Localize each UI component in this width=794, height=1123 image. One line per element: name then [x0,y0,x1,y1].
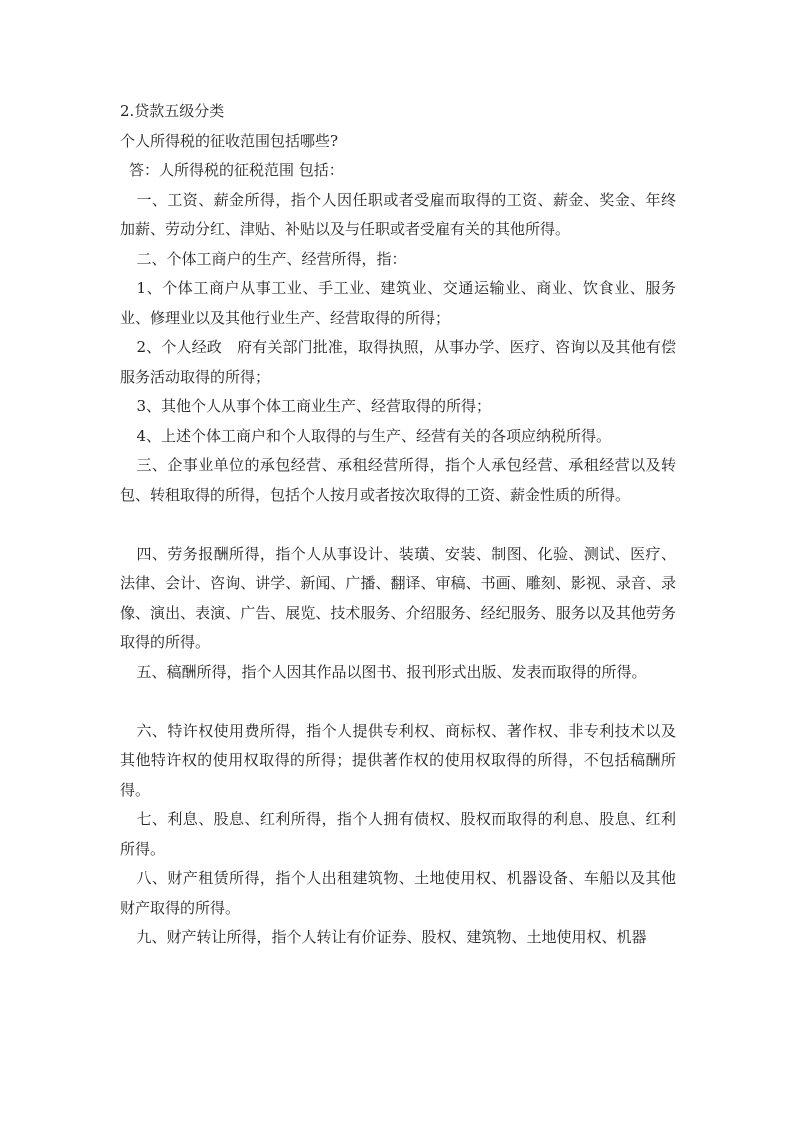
item-property-transfer: 九、财产转让所得，指个人转让有价证券、股权、建筑物、土地使用权、机器 [136,928,647,946]
item-business-sub-2: 2、个人经政 府有关部门批准，取得执照，从事办学、医疗、咨询以及其他有偿服务活动取得的所得； [120,338,676,386]
question-heading: 个人所得税的征收范围包括哪些? [120,131,339,150]
answer-intro: 答：人所得税的征税范围 包括： [129,161,344,179]
item-labor-remuneration: 四、劳务报酬所得，指个人从事设计、装璜、安装、制图、化验、测试、医疗、法律、会计、咨询、讲学、新闻、广播、翻译、审稿、书画、雕刻、影视、录音、录像、演出、表演、广告、展览、技术服务、介绍服务、经纪服务、服务以及其他劳务取得的所得。 [120,544,676,651]
heading-block [120,97,676,186]
item-wages: 一、工资、薪金所得，指个人因任职或者受雇而取得的工资、薪金、奖金、年终加薪、劳动分红、津贴、补贴以及与任职或者受雇有关的其他所得。 [120,190,676,238]
item-royalties: 六、特许权使用费所得，指个人提供专利权、商标权、著作权、非专利技术以及其他特许权的使用权取得的所得；提供著作权的使用权取得的所得，不包括稿酬所得。 [120,721,676,799]
blank-line [120,687,676,717]
item-business-income: 二、个体工商户的生产、经营所得，指： [136,249,407,268]
item-property-lease: 八、财产租赁所得，指个人出租建筑物、土地使用权、机器设备、车船以及其他财产取得的所得。 [120,869,676,917]
item-business-sub-1: 1、个体工商户从事工业、手工业、建筑业、交通运输业、商业、饮食业、服务业、修理业以及其他行业生产、经营取得的所得； [120,279,676,327]
blank-line [120,510,676,540]
item-business-sub-3: 3、其他个人从事个体工商业生产、经营取得的所得； [136,397,492,415]
item-contract-operation: 三、企事业单位的承包经营、承租经营所得，指个人承包经营、承租经营以及转包、转租取得的所得，包括个人按月或者按次取得的工资、薪金性质的所得。 [120,456,676,504]
item-business-sub-4: 4、上述个体工商户和个人取得的与生产、经营有关的各项应纳税所得。 [136,426,612,445]
item-interest-dividends: 七、利息、股息、红利所得，指个人拥有债权、股权而取得的利息、股息、红利所得。 [120,810,676,858]
document-page [120,97,676,953]
item-author-remuneration: 五、稿酬所得，指个人因其作品以图书、报刊形式出版、发表而取得的所得。 [136,662,647,681]
section-title: 2.贷款五级分类 [120,102,225,120]
